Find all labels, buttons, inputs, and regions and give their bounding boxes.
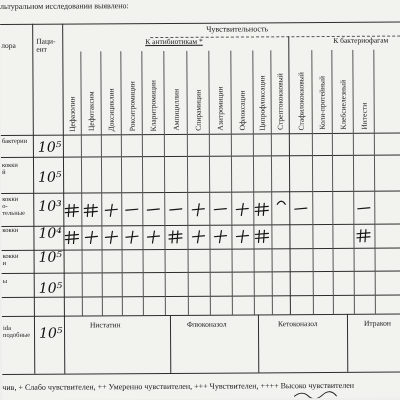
antibiotic-col-label: Спирамицин [193, 89, 203, 131]
dash-mark [358, 208, 370, 209]
antibiotic-col-label: Цефазолин [67, 96, 77, 132]
plus-mark [236, 230, 248, 242]
antifungal-itraconazole: Итракон [363, 318, 391, 328]
patient-count-handwritten: 10⁵ [38, 169, 62, 186]
antibiotic-col-label: Ципрофлоксацин [257, 75, 267, 131]
bacteriophages-header: К бактериофагам [333, 35, 389, 45]
flora-column-header: лора [1, 40, 16, 50]
sensitivity-header: Чувствительность [206, 24, 269, 34]
dash-mark [214, 209, 226, 210]
hash-mark [255, 203, 268, 215]
patient-count-handwritten: 10³ [38, 198, 62, 215]
hash-mark [65, 232, 78, 244]
phage-col-label: Интести [359, 102, 369, 130]
antifungal-nystatin: Нистатин [89, 320, 121, 330]
antibiotic-col-label: Цефотаксим [86, 91, 96, 132]
plus-mark [192, 204, 204, 216]
phage-col-label: Стрептококковый [275, 73, 285, 131]
antibiotic-col-label: Офлоксацин [237, 90, 247, 131]
patient-count-handwritten: 10⁵ [38, 249, 63, 266]
hash-mark [255, 230, 268, 242]
dash-mark [170, 209, 182, 210]
plus-mark [105, 204, 117, 216]
dash-mark [126, 209, 138, 210]
row-label: кокки й [1, 161, 18, 176]
row-label: кокки и [2, 252, 19, 267]
intro-text: льтуральном исследовании выявлено: [0, 1, 129, 11]
antibiotic-col-label: Рокситромицин [126, 81, 137, 132]
plus-mark [236, 203, 248, 215]
phage-col-label: Стафилококковый [295, 71, 306, 131]
legend-footer: чив, + Слабо чувствителен, ++ Умеренно чувствителен, +++ Чувствителен, ++++ Высоко чувствителен [2, 380, 355, 392]
hash-mark [357, 230, 370, 242]
plus-mark [105, 231, 117, 243]
antibiotic-col-label: Кларитромицин [148, 79, 158, 132]
hash-mark [65, 205, 78, 217]
row-label: ida подобные [2, 324, 31, 339]
antifungal-ketoconazole: Кетоконазол [277, 319, 318, 329]
plus-mark [85, 231, 97, 243]
hash-mark [84, 204, 97, 216]
antifungal-fluconazole: Флюконазол [186, 319, 227, 329]
antibiotic-col-label: Ампициллин [171, 89, 181, 131]
hash-mark [169, 231, 182, 243]
antibiotic-col-label: Азитромицин [215, 86, 225, 131]
patient-count-handwritten: 10⁵ [37, 139, 62, 156]
patient-count-handwritten: 10⁵ [38, 280, 63, 297]
phage-col-label: Клебсиелезный [337, 80, 348, 130]
antibiotic-col-label: Доксициклин [106, 88, 116, 132]
plus-mark [126, 231, 138, 243]
row-label: ы [2, 277, 8, 285]
plus-mark [214, 231, 226, 243]
patient-count-handwritten: 10⁵ [38, 325, 63, 342]
plus-mark [147, 231, 159, 243]
signature-scribble [292, 390, 352, 398]
antibiotics-header: К антибиотикам * [145, 36, 203, 47]
patient-column-header: Паци- ент [36, 36, 56, 54]
row-label: кокки о- тельные [2, 195, 25, 217]
row-label: кокки [2, 226, 19, 234]
dash-mark [295, 208, 307, 209]
plus-mark [192, 231, 204, 243]
dash-mark [147, 209, 159, 210]
row-label: бактерии [1, 137, 28, 145]
phage-col-label: Коли-протейный [317, 76, 327, 131]
patient-count-handwritten: 10⁴ [38, 225, 62, 242]
